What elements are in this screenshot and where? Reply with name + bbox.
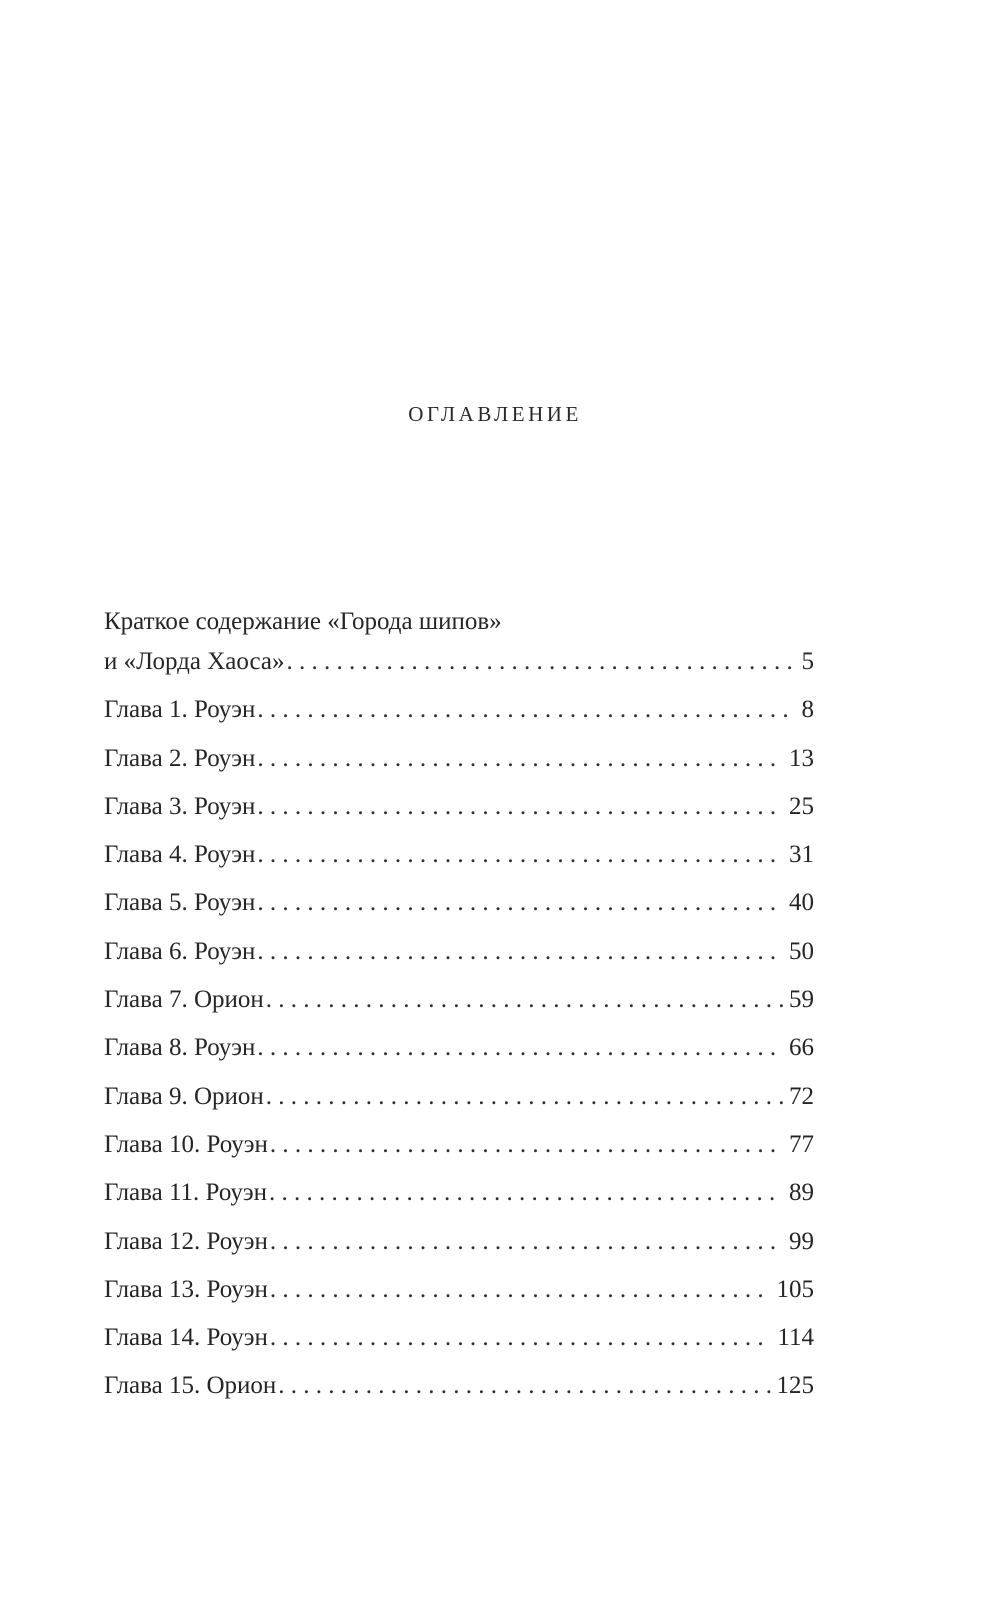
toc-dot-leader	[257, 739, 783, 779]
toc-dot-leader	[266, 980, 783, 1020]
toc-entry	[104, 932, 814, 972]
toc-entry-title: Глава 15. Орион	[104, 1372, 277, 1400]
toc-page-number: 40	[789, 889, 814, 917]
toc-page-number: 105	[776, 1275, 814, 1303]
toc-dot-leader	[257, 883, 783, 923]
toc-entry	[104, 690, 814, 730]
toc-entry-title: Глава 6. Роуэн	[104, 937, 256, 965]
toc-entry-title: Глава 9. Орион	[104, 1082, 264, 1110]
toc-entry-title: Глава 1. Роуэн	[104, 696, 256, 724]
toc-entry	[104, 1366, 814, 1406]
toc-dot-leader	[257, 690, 795, 730]
toc-entry-title: Глава 4. Роуэн	[104, 841, 256, 869]
toc-entry	[104, 980, 814, 1020]
toc-entry	[104, 883, 814, 923]
toc-page-number: 66	[789, 1034, 814, 1062]
toc-entry	[104, 1173, 814, 1213]
toc-entry-title: и «Лорда Хаоса»	[104, 648, 285, 675]
toc-page-number: 99	[789, 1227, 814, 1255]
toc-entry	[104, 739, 814, 779]
toc-page-number: 25	[789, 792, 814, 820]
toc-page-number: 72	[789, 1082, 814, 1110]
toc-dot-leader	[270, 1222, 783, 1262]
toc-entry-title: Глава 11. Роуэн	[104, 1179, 267, 1207]
toc-entry	[104, 1028, 814, 1068]
toc-dot-leader	[278, 1366, 770, 1406]
toc-entry	[104, 1222, 814, 1262]
toc-entry-title-line1: Краткое содержание «Города шипов»	[104, 608, 502, 635]
toc-dot-leader	[270, 1318, 772, 1358]
toc-entry	[104, 1270, 814, 1310]
toc-heading: ОГЛАВЛЕНИЕ	[408, 402, 582, 426]
toc-entry-title: Глава 8. Роуэн	[104, 1034, 256, 1062]
toc-page-number: 5	[801, 648, 814, 675]
toc-page-number: 8	[801, 696, 814, 724]
toc-entry	[104, 835, 814, 875]
toc-dot-leader	[266, 1077, 783, 1117]
toc-page-number: 31	[789, 841, 814, 869]
toc-dot-leader	[269, 1173, 783, 1213]
toc-entry	[104, 602, 814, 682]
toc-entry	[104, 1125, 814, 1165]
toc-page-number: 13	[789, 744, 814, 772]
toc-entry-title: Глава 2. Роуэн	[104, 744, 256, 772]
toc-entry	[104, 1077, 814, 1117]
toc-entry	[104, 1318, 814, 1358]
toc-entry-title: Глава 10. Роуэн	[104, 1130, 268, 1158]
toc-dot-leader	[257, 932, 783, 972]
toc-page-number: 77	[789, 1130, 814, 1158]
toc-page-number: 89	[789, 1179, 814, 1207]
toc-entry-title: Глава 12. Роуэн	[104, 1227, 268, 1255]
toc-list	[104, 602, 814, 1415]
toc-page-number: 50	[789, 937, 814, 965]
toc-dot-leader	[257, 1028, 783, 1068]
toc-entry-title: Глава 13. Роуэн	[104, 1275, 268, 1303]
toc-page-number: 59	[789, 986, 814, 1014]
toc-entry-title: Глава 7. Орион	[104, 986, 264, 1014]
toc-dot-leader	[286, 642, 795, 682]
toc-entry	[104, 787, 814, 827]
toc-entry-title: Глава 3. Роуэн	[104, 792, 256, 820]
toc-dot-leader	[257, 787, 783, 827]
toc-entry-title: Глава 5. Роуэн	[104, 889, 256, 917]
toc-dot-leader	[257, 835, 783, 875]
toc-dot-leader	[270, 1270, 771, 1310]
toc-entry-title: Глава 14. Роуэн	[104, 1324, 268, 1352]
toc-dot-leader	[270, 1125, 783, 1165]
toc-page-number: 114	[777, 1324, 814, 1352]
toc-page-number: 125	[776, 1372, 814, 1400]
